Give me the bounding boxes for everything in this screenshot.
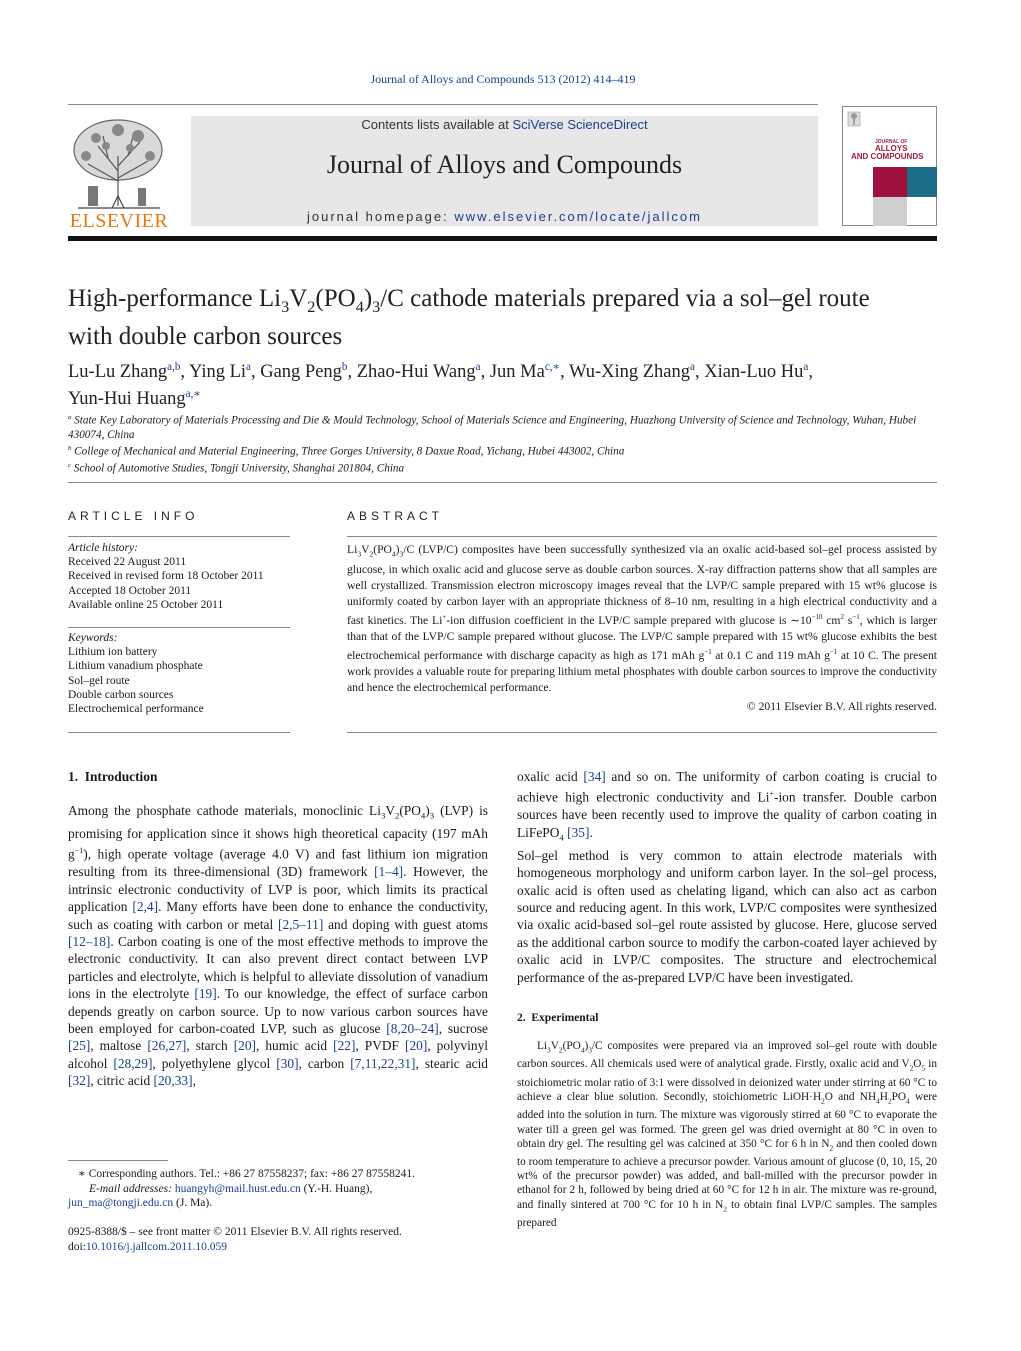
experimental-text: $Li_3V_2(PO_4)_3/C$ composites were prepared via an improved sol–gel route with double carbon sources. All chemicals used were of analytical grade. Firstly, oxalic acid and $V_2O_5$ in stoichiometric molar ratio of 3:1 were dissolved in deionized water under stirring at 60 °C to achieve a clear blue solution. Secondly, stoichiometric $LiOH\cdot H_2O$ and $NH_4H_2PO_4$ were added into the solution in turn. The mixture was vigorously stirred at 60 °C to evaporate the water till a green gel was formed. The green gel was dried overnight at 80 °C in oven to obtain dry gel. The resulting gel was calcined at 350 °C for 6 h in $N_2$ and then cooled down to room temperature to achieve a precursor powder. Various amount of glucose (0, 10, 15, 20 wt% of the precursor powder) was added, and ball-milled with the precursor powder in ethanol for 2 h, followed by being dried at 60 °C for 12 h in air. The mixture was re-ground, and finally sintered at 700 °C for 10 h in $N_2$ to obtain final LVP/C samples. The samples prepared: [517, 1040, 937, 1229]
cover-title-line: AND COMPOUNDS: [851, 152, 924, 161]
title-subscript: 2: [307, 298, 316, 316]
author-separator: ,: [347, 362, 353, 383]
affiliations: [68, 411, 938, 476]
email-line: [68, 1182, 488, 1197]
author-affiliation-mark[interactable]: a,b: [167, 361, 181, 373]
author-affiliation-mark[interactable]: a: [803, 361, 809, 373]
author-affiliation-mark[interactable]: a: [475, 361, 481, 373]
author-separator: ,: [694, 362, 700, 383]
copyright-notice: © 2011 Elsevier B.V. All rights reserved.: [746, 700, 937, 713]
title-text: V: [289, 285, 308, 312]
author: Ying Li: [188, 362, 247, 383]
email-link-huang[interactable]: huangyh@mail.hust.edu.cn: [174, 1182, 301, 1195]
publisher-name: ELSEVIER: [69, 210, 169, 232]
elsevier-logo: [68, 116, 170, 232]
doi-prefix: doi:: [68, 1240, 86, 1253]
author: Jun Ma: [489, 362, 545, 383]
introduction-text-continued: oxalic acid [34] and so on. The uniformity of carbon coating is crucial to achieve high electronic conductivity and Li+-ion transfer. Double carbon sources have been recently used to improve the quality of carbon coating in LiFePO$_4$ [35]. Sol–gel method is very common to attain electrode materials with homogeneous morphology and uniform carbon layer. In the sol–gel process, oxalic acid is often used as chelating ligand, which can also act as carbon source and reducing agent. In this work, LVP/C composites were synthesized via oxalic acid-based sol–gel route assisted by glucose. Here, glucose served as the additional carbon source to modify the carbon-coated layer achieved by oxalic acid in LVP/C composites. The structure and electrochemical performance of the as-prepared LVP/C have been investigated.: [517, 769, 938, 985]
email-owner: (J. Ma).: [173, 1197, 213, 1209]
keyword-list: [68, 645, 298, 716]
affiliation-mark: c: [68, 462, 71, 470]
section-rule: [347, 536, 937, 537]
keywords-label: Keywords:: [68, 632, 118, 644]
abstract-heading: ABSTRACT: [347, 509, 444, 523]
title-text: with double carbon sources: [68, 323, 343, 350]
section-rule: [68, 627, 290, 628]
author-affiliation-mark[interactable]: b: [341, 361, 348, 373]
article-info-heading: ARTICLE INFO: [68, 509, 199, 523]
author-list: [68, 356, 943, 410]
journal-title: Journal of Alloys and Compounds: [326, 150, 683, 179]
keywords: [68, 631, 298, 716]
cover-title-line: JOURNAL OF: [875, 139, 908, 145]
header-thick-rule: [68, 236, 937, 241]
author: Lu-Lu Zhang: [68, 362, 168, 383]
author-separator: ,: [560, 362, 565, 383]
title-subscript: 4: [355, 298, 364, 316]
contents-prefix: Contents lists available at: [361, 117, 513, 132]
keyword: Lithium ion battery: [68, 646, 158, 659]
article-history: [68, 541, 298, 612]
journal-reference[interactable]: Journal of Alloys and Compounds 513 (2012) 414–419: [370, 72, 636, 86]
journal-banner: [191, 116, 818, 226]
keyword: Electrochemical performance: [68, 703, 204, 716]
title-subscript: 3: [372, 298, 381, 316]
email-line: [68, 1196, 488, 1211]
section-rule: [347, 732, 937, 733]
affiliation-text: State Key Laboratory of Materials Processing and Die & Mould Technology, School of Materials Science and Engineering, Huazhong University of Science and Technology, Wuhan, Hubei 430074, China: [68, 414, 917, 442]
section-rule: [68, 536, 290, 537]
header-rule: [68, 104, 818, 105]
history-label: Article history:: [68, 542, 138, 554]
affiliation: [68, 442, 938, 459]
homepage-link[interactable]: www.elsevier.com/locate/jallcom: [454, 209, 702, 224]
history-item: Accepted 18 October 2011: [68, 584, 192, 597]
introduction-heading: 1. Introduction: [68, 769, 158, 784]
footnote-rule: [68, 1160, 168, 1161]
cover-tree-icon: [847, 111, 861, 127]
author: Wu-Xing Zhang: [568, 362, 691, 383]
affiliation-text: School of Automotive Studies, Tongji University, Shanghai 201804, China: [73, 463, 405, 476]
abstract-text: $Li_3V_2(PO_4)_3/C$ (LVP/C) composites have been successfully synthesized via an oxalic acid-based sol–gel process assisted by glucose, in which oxalic acid and glucose serve as double carbon sources. X-ray diffraction patterns show that all samples are well crystallized. Transmission electron microscopy images reveal that the LVP/C sample prepared with 15 wt% glucose is uniformly coated by carbon layer with an appropriate thickness of 8–10 nm, resulting in a high electrical conductivity and a fast kinetics. The Li+-ion diffusion coefficient in the LVP/C sample prepared with glucose is $\sim 10^{-10}$ $cm^2$ $s^{-1}$, which is larger than that of the LVP/C sample prepared without glucose. The LVP/C sample prepared with 15 wt% glucose exhibits the best electrochemical performance with discharge capacity as high as 171 mAh $g^{-1}$ at 0.1 C and 119 mAh $g^{-1}$ at 10 C. The present work provides a valuable route for preparing lithium metal phosphates with double carbon sources to improve the conductivity and hence the electrochemical performance.: [347, 543, 938, 694]
cover-title-line: ALLOYS: [875, 144, 908, 153]
author-affiliation-mark[interactable]: a,∗: [185, 388, 201, 401]
history-item: Available online 25 October 2011: [68, 598, 224, 611]
keyword: Sol–gel route: [68, 674, 130, 687]
author: Yun-Hui Huang: [68, 389, 186, 410]
journal-cover[interactable]: [842, 106, 937, 226]
title-text: (PO: [315, 285, 356, 312]
keyword: Lithium vanadium phosphate: [68, 660, 203, 673]
author: Xian-Luo Hu: [704, 362, 804, 383]
elsevier-tree-icon: [68, 116, 170, 212]
title-text: High-performance Li: [68, 285, 282, 312]
title-text: /C cathode materials prepared via a sol–gel route: [380, 285, 870, 312]
affiliation-text: College of Mechanical and Material Engineering, Three Gorges University, 8 Daxue Road, Yichang, Hubei 443002, China: [74, 446, 625, 459]
author-separator: ,: [180, 362, 186, 383]
title-subscript: 3: [281, 298, 290, 316]
affiliation-mark: b: [68, 445, 72, 453]
cover-title: [851, 139, 923, 161]
author-separator: ,: [250, 362, 256, 383]
affiliation-mark: a: [68, 414, 72, 421]
homepage-line: [191, 209, 818, 224]
issn-line: 0925-8388/$ – see front matter © 2011 Elsevier B.V. All rights reserved.: [68, 1226, 402, 1238]
author-affiliation-mark[interactable]: a: [690, 361, 695, 373]
homepage-prefix: journal homepage:: [307, 209, 455, 224]
author-separator: ,: [480, 362, 486, 383]
article-title: [68, 284, 938, 352]
affiliation: [68, 459, 938, 476]
section-rule: [68, 482, 937, 483]
doi-line: [68, 1240, 488, 1255]
corresponding-authors: ∗ Corresponding authors. Tel.: +86 27 87558237; fax: +86 27 87558241.: [78, 1168, 415, 1180]
introduction-text: Among the phosphate cathode materials, monoclinic $Li_3V_2(PO_4)_3$ (LVP) is promising for application since it shows high theoretical capacity (197 mAh $g^{-1}$), high operate voltage (average 4.0 V) and fast lithium ion migration resulting from its three-dimensional (3D) framework [1–4]. However, the intrinsic electronic conductivity of LVP is poor, which limits its practical application [2,4]. Many efforts have been done to enhance the conductivity, such as coating with carbon or metal [2,5–11] and doping with guest atoms [12–18]. Carbon coating is one of the most effective methods to improve the electronic conductivity. It can also prevent direct contact between LVP particles and electrolyte, which is helpful to alleviate dissolution of vanadium ions in the electrolyte [19]. To our knowledge, the effect of surface carbon depends greatly on carbon source. Up to now various carbon sources have been employed for carbon-coated LVP, such as glucose [8,20–24], sucrose [25], maltose [26,27], starch [20], humic acid [22], PVDF [20], polyvinyl alcohol [28,29], polyethylene glycol [30], carbon [7,11,22,31], stearic acid [32], citric acid [20,33],: [68, 803, 489, 1089]
cover-color-block: [873, 167, 907, 197]
cover-color-block: [873, 197, 907, 226]
email-label: E-mail addresses:: [89, 1182, 172, 1195]
sciencedirect-link[interactable]: SciVerse ScienceDirect: [512, 117, 648, 132]
email-owner: (Y.-H. Huang),: [300, 1182, 373, 1195]
corresponding-footnote: [68, 1167, 488, 1211]
history-item: Received in revised form 18 October 2011: [68, 570, 264, 583]
author: Gang Peng: [260, 362, 342, 383]
title-text: ): [363, 285, 373, 312]
history-item: Received 22 August 2011: [68, 556, 187, 569]
author: Zhao-Hui Wang: [356, 362, 476, 383]
experimental-heading: 2. Experimental: [517, 1012, 599, 1024]
author-affiliation-mark[interactable]: a: [246, 361, 251, 373]
author-separator: ,: [808, 362, 813, 383]
affiliation: [68, 411, 938, 442]
author-affiliation-mark[interactable]: c,∗: [544, 361, 561, 373]
doi-link[interactable]: 10.1016/j.jallcom.2011.10.059: [85, 1240, 227, 1253]
section-rule: [68, 732, 290, 733]
history-list: [68, 555, 298, 612]
issn-doi: [68, 1225, 488, 1254]
contents-line: [191, 117, 818, 132]
keyword: Double carbon sources: [68, 688, 174, 701]
email-link-ma[interactable]: jun_ma@tongji.edu.cn: [68, 1197, 174, 1209]
